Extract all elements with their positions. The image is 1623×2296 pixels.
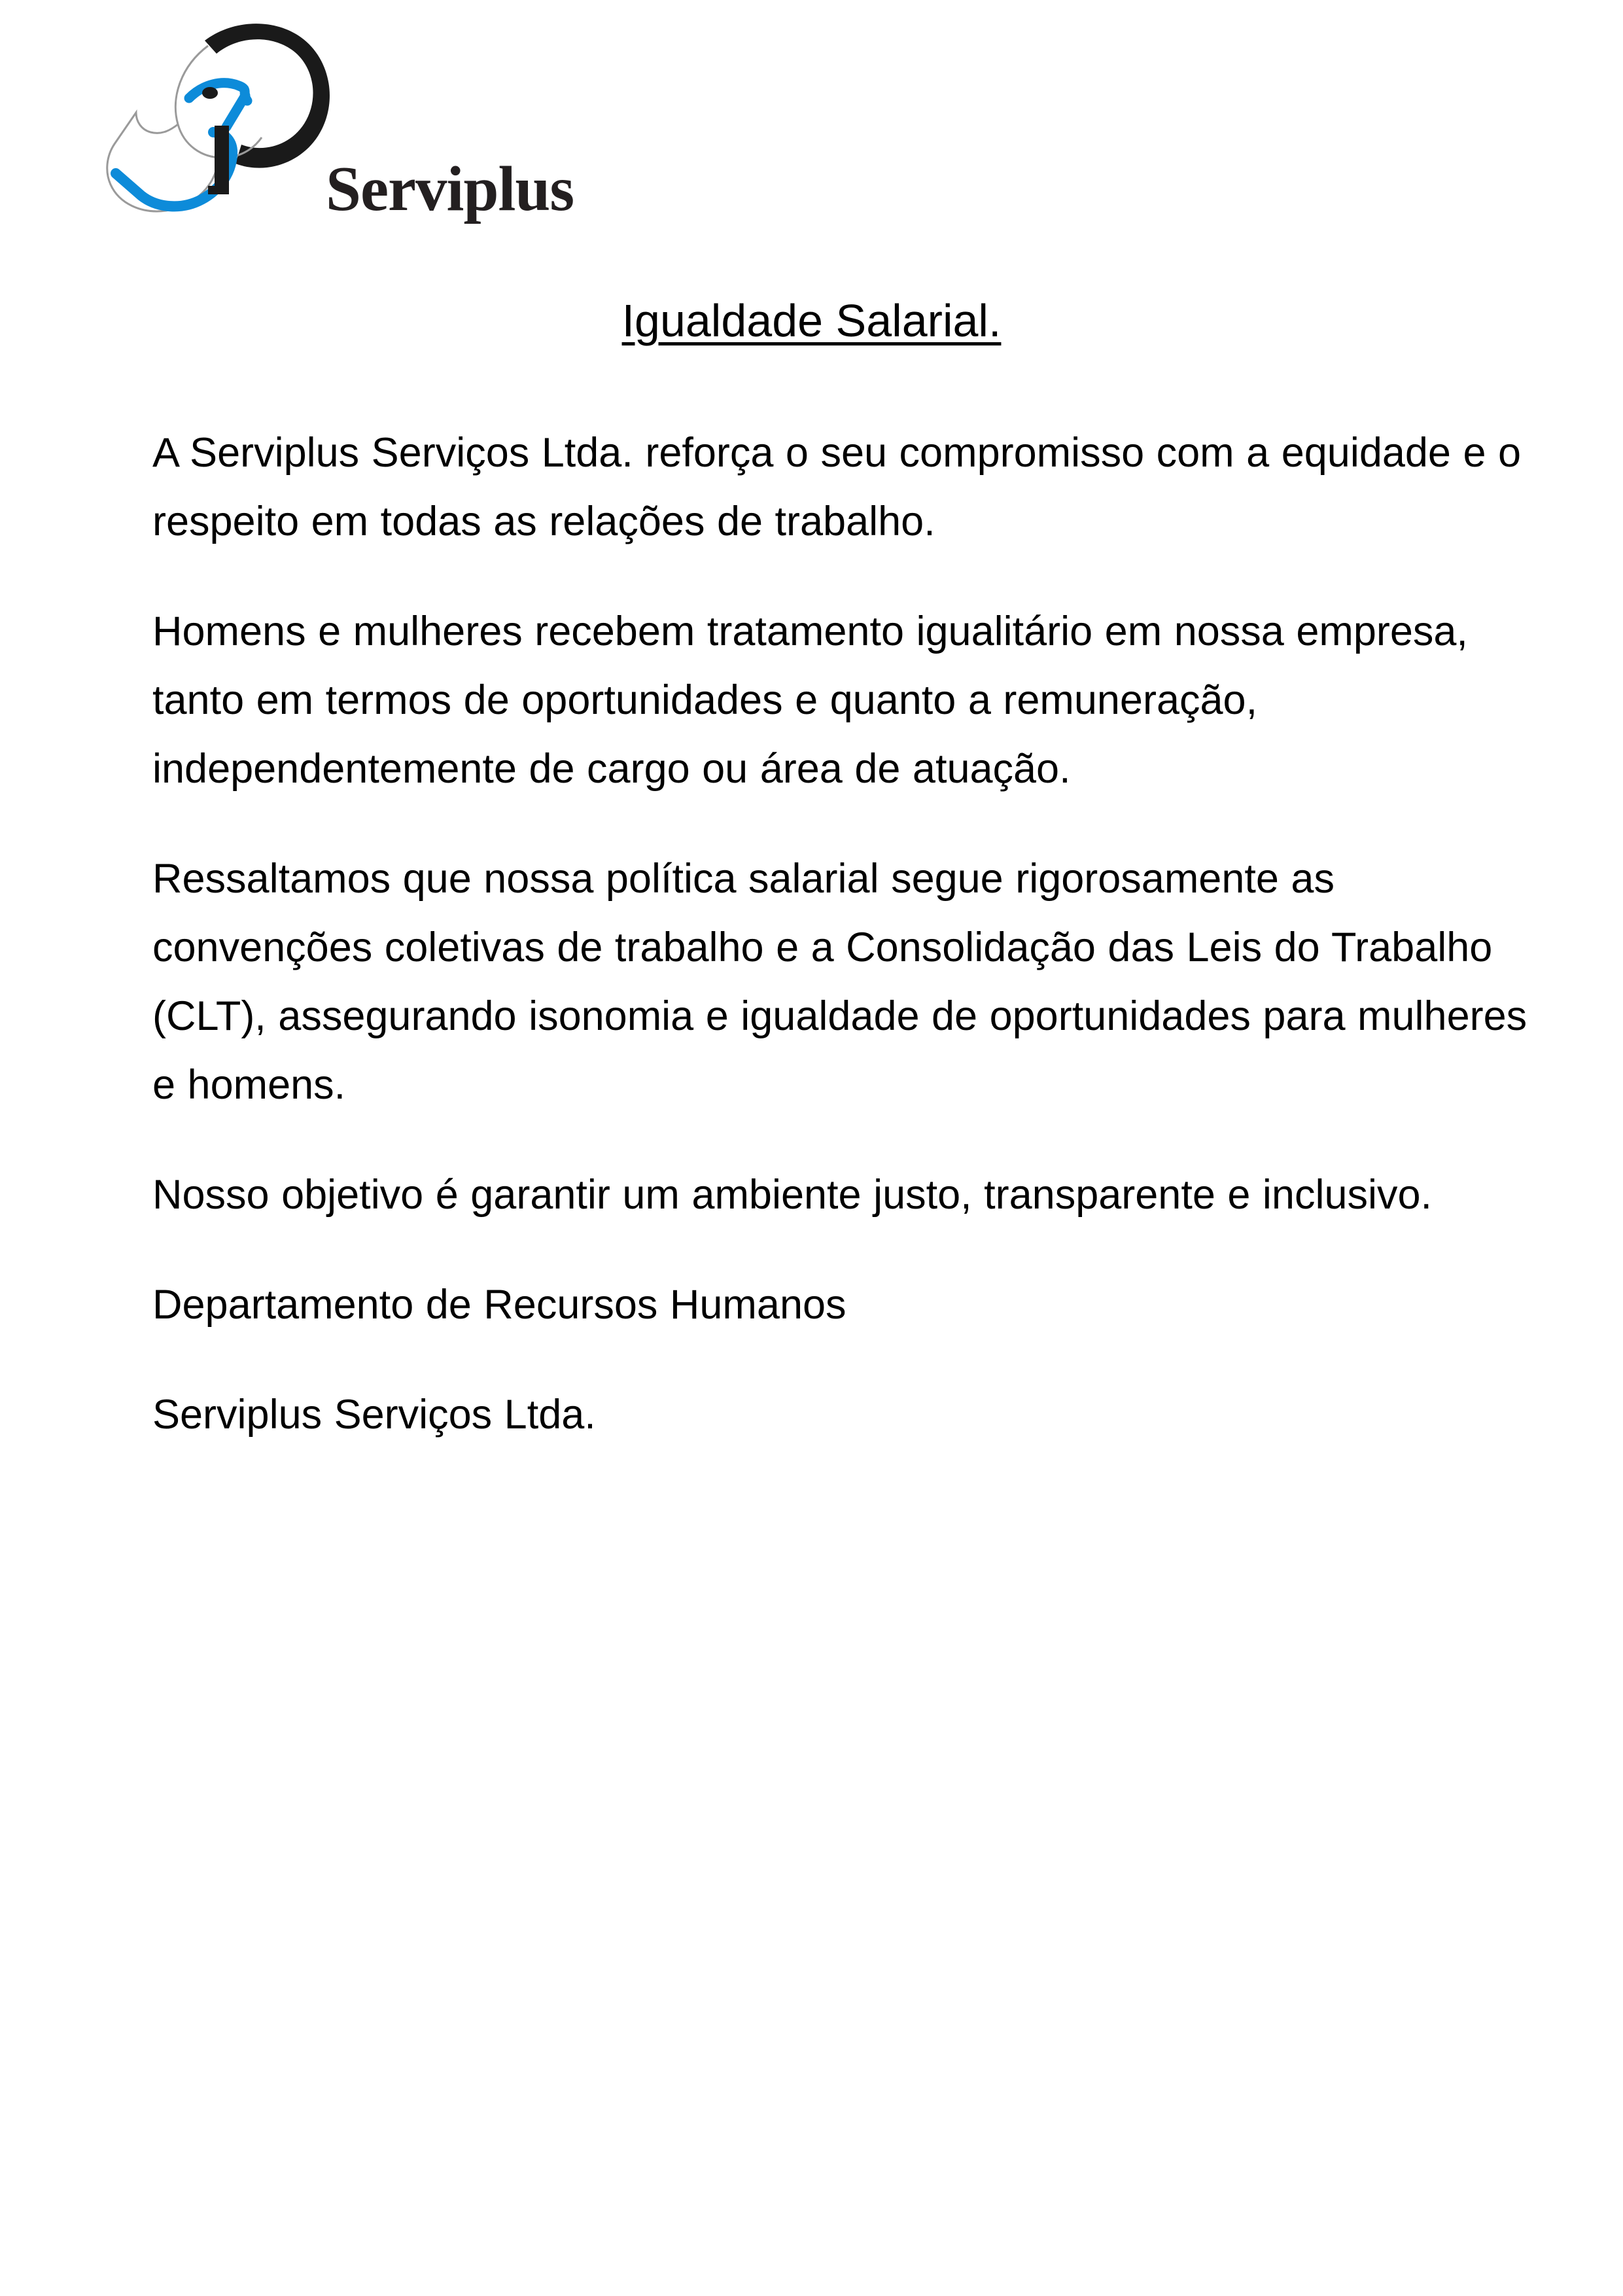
page-title bbox=[0, 296, 1623, 346]
paragraph-intro: A Serviplus Serviços Ltda. reforça o seu compromisso com a equidade e o respeito em todas as relações de trabalho. bbox=[152, 430, 1533, 544]
signature-company: Serviplus Serviços Ltda. bbox=[152, 1392, 596, 1438]
signature-department: Departamento de Recursos Humanos bbox=[152, 1282, 846, 1328]
paragraph-objective: Nosso objetivo é garantir um ambiente justo, transparente e inclusivo. bbox=[152, 1172, 1433, 1218]
company-logo bbox=[98, 14, 574, 230]
document-body bbox=[152, 419, 1539, 1449]
page-title-text: Igualdade Salarial. bbox=[621, 295, 1002, 346]
paragraph-equal-treatment: Homens e mulheres recebem tratamento igualitário em nossa empresa, tanto em termos de oportunidades e quanto a remuneração, independentemente de cargo ou área de atuação. bbox=[152, 609, 1480, 792]
logo-wordmark: Serviplus bbox=[326, 154, 574, 224]
paragraph-policy-clt: Ressaltamos que nossa política salarial segue rigorosamente as convenções coletivas de trabalho e a Consolidação das Leis do Trabalho (CLT), assegurando isonomia e igualdade de oportunidades para mulheres e homens. bbox=[152, 856, 1539, 1108]
